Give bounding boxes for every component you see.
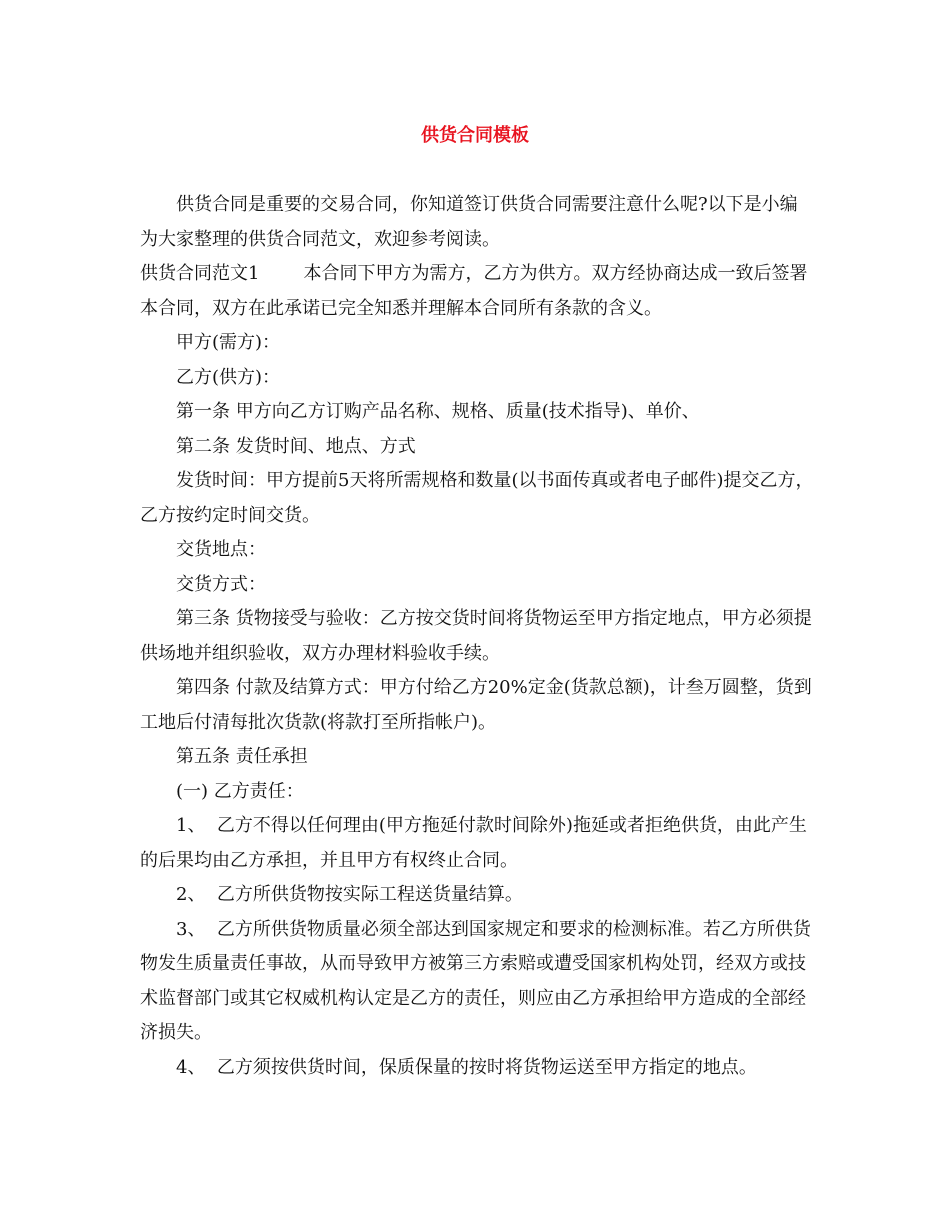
paragraph-party-b: 乙方(供方)： — [176, 366, 281, 388]
sample-label: 供货合同范文1 — [140, 263, 260, 284]
paragraph-delivery-place: 交货地点： — [176, 539, 266, 560]
paragraph-supplier-duty: (一) 乙方责任： — [176, 780, 304, 802]
paragraph-delivery-time: 发货时间：甲方提前5天将所需规格和数量(以书面传真或者电子邮件)提交乙方，乙方按约定时间交货。 — [140, 470, 814, 526]
paragraph-party-a: 甲方(需方)： — [176, 332, 281, 353]
paragraph-item-1: 1、 乙方不得以任何理由(甲方拖延付款时间除外)拖延或者拒绝供货，由此产生的后果均由乙方承担，并且甲方有权终止合同。 — [140, 815, 807, 871]
document-body — [140, 188, 814, 1085]
paragraph-article-1: 第一条 甲方向乙方订购产品名称、规格、质量(技术指导)、单价、 — [176, 401, 700, 422]
paragraph-delivery-method: 交货方式： — [176, 573, 266, 595]
paragraph-article-5: 第五条 责任承担 — [176, 746, 308, 767]
sample-text: 本合同下甲方为需方，乙方为供方。双方经协商达成一致后签署本合同，双方在此承诺已完全知悉并理解本合同所有条款的含义。 — [140, 263, 808, 319]
paragraph-item-2: 2、 乙方所供货物按实际工程送货量结算。 — [176, 884, 523, 905]
paragraph-intro: 供货合同是重要的交易合同，你知道签订供货合同需要注意什么呢?以下是小编为大家整理的供货合同范文，欢迎参考阅读。 — [140, 194, 798, 250]
document-title: 供货合同模板 — [421, 125, 529, 146]
paragraph-article-3: 第三条 货物接受与验收：乙方按交货时间将货物运至甲方指定地点，甲方必须提供场地并组织验收，双方办理材料验收手续。 — [140, 608, 812, 664]
paragraph-sample-1 — [140, 257, 814, 326]
paragraph-item-3: 3、 乙方所供货物质量必须全部达到国家规定和要求的检测标准。若乙方所供货物发生质量责任事故，从而导致甲方被第三方索赔或遭受国家机构处罚，经双方或技术监督部门或其它权威机构认定是乙方的责任，则应由乙方承担给甲方造成的全部经济损失。 — [140, 918, 811, 1043]
paragraph-article-2: 第二条 发货时间、地点、方式 — [176, 435, 416, 457]
paragraph-item-4: 4、 乙方须按供货时间，保质保量的按时将货物运送至甲方指定的地点。 — [176, 1056, 757, 1078]
paragraph-article-4: 第四条 付款及结算方式：甲方付给乙方20%定金(货款总额)，计叁万圆整，货到工地后付清每批次货款(将款打至所指帐户)。 — [140, 677, 812, 733]
